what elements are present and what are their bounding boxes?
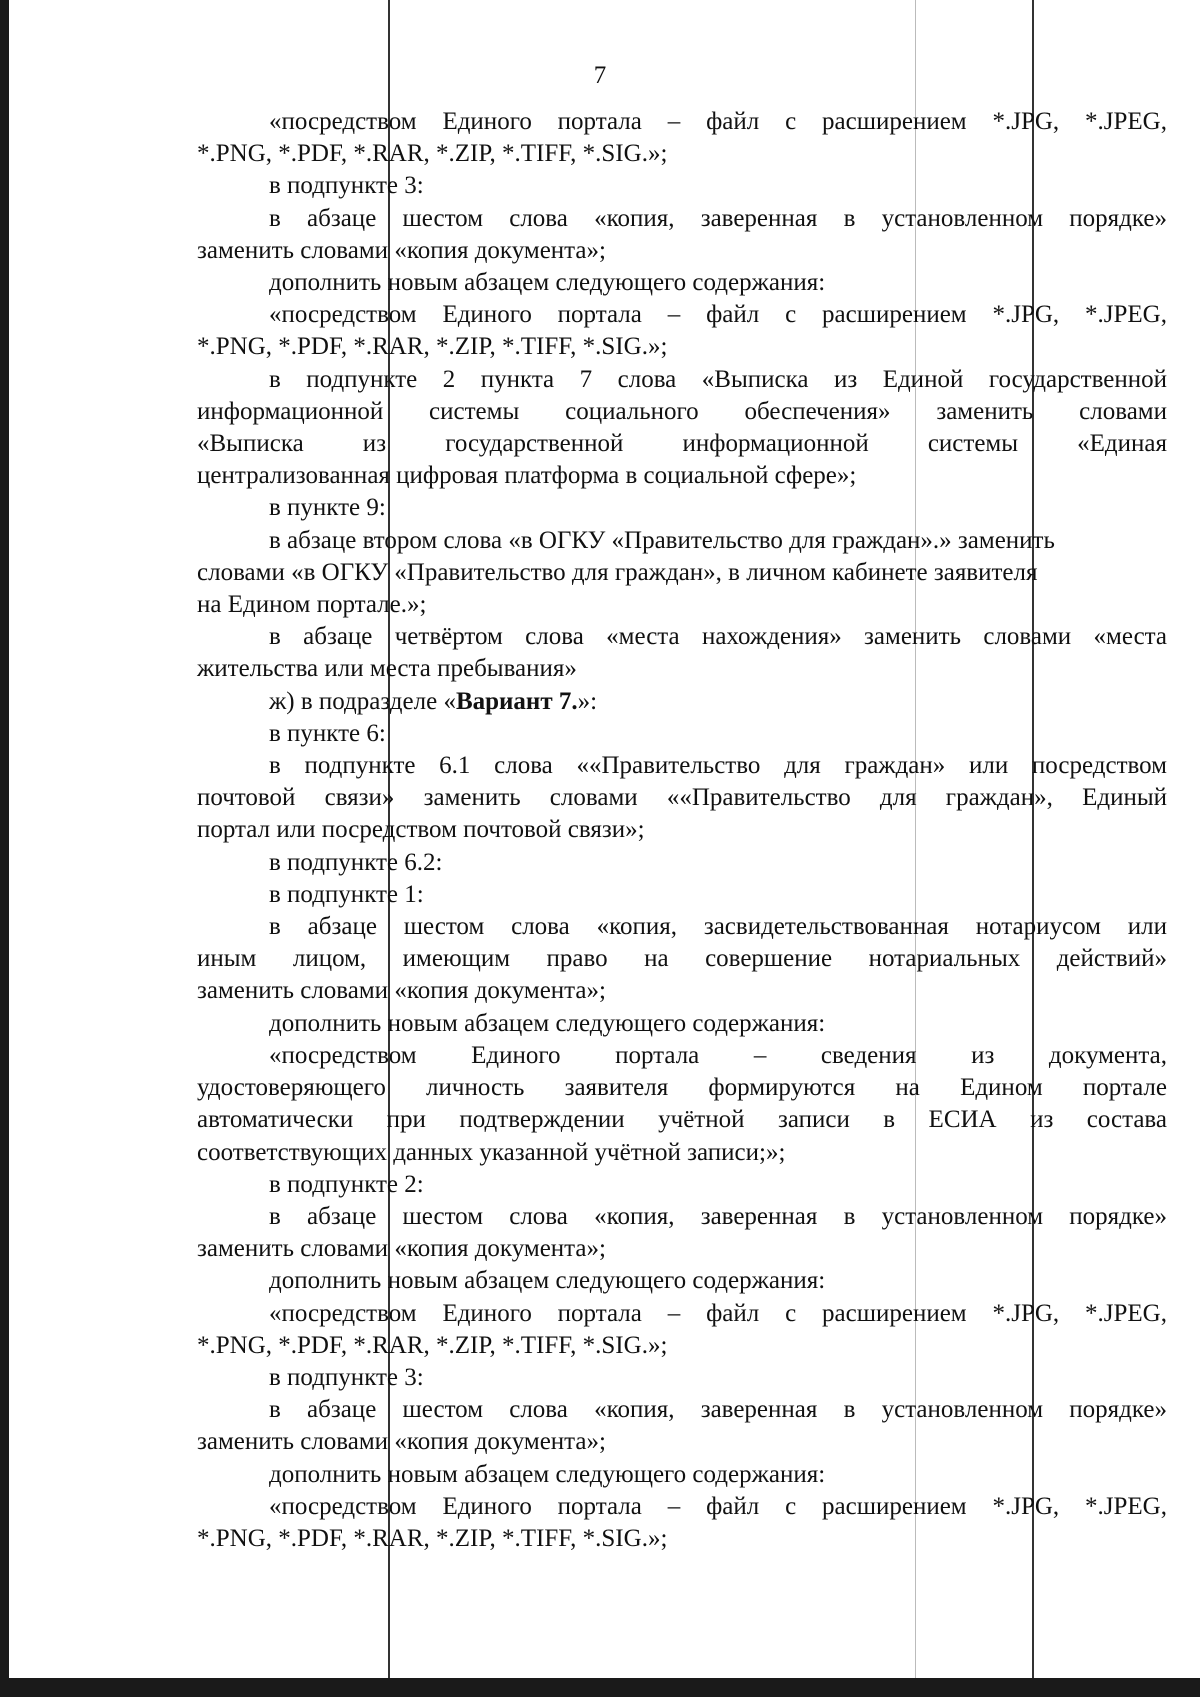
text-line: *.PNG, *.PDF, *.RAR, *.ZIP, *.TIFF, *.SIG.»; [197, 1524, 668, 1552]
text-line: «посредством Единого портала – файл с расширением *.JPG, *.JPEG, [269, 108, 1167, 135]
text-line: соответствующих данных указанной учётной записи;»; [197, 1138, 786, 1166]
text-line: заменить словами «копия документа»; [197, 1428, 606, 1456]
text-line: в подпункте 2 пункта 7 слова «Выписка из Единой государственной [269, 365, 1167, 393]
text-line: заменить словами «копия документа»; [197, 1235, 606, 1263]
text-line [197, 686, 1167, 718]
text-line: в абзаце шестом слова «копия, заверенная в установленном порядке» [269, 1202, 1167, 1230]
text-line: дополнить новым абзацем следующего содержания: [269, 1460, 826, 1488]
document-body [197, 106, 1167, 1555]
text-line: заменить словами «копия документа»; [197, 236, 606, 264]
text-line: словами «в ОГКУ «Правительство для граждан», в личном кабинете заявителя [197, 558, 1038, 586]
scan-border-bottom [0, 1678, 1200, 1697]
text-line: в абзаце четвёртом слова «места нахождения» заменить словами «места [269, 623, 1167, 651]
text-line: на Едином портале.»; [197, 591, 427, 619]
text-line: в подпункте 2: [269, 1170, 424, 1198]
text-line: в абзаце шестом слова «копия, заверенная в установленном порядке» [269, 204, 1167, 232]
text-line: в пункте 9: [269, 494, 386, 522]
text-line: жительства или места пребывания» [197, 655, 577, 683]
text-line: «посредством Единого портала – сведения из документа, [269, 1041, 1167, 1069]
scan-border-left [0, 0, 9, 1697]
text-line: заменить словами «копия документа»; [197, 977, 606, 1005]
text-line: в абзаце шестом слова «копия, заверенная в установленном порядке» [269, 1396, 1167, 1424]
text-line: иным лицом, имеющим право на совершение нотариальных действий» [197, 945, 1167, 973]
text-line: автоматически при подтверждении учётной записи в ЕСИА из состава [197, 1106, 1167, 1134]
text-line: в подпункте 6.1 слова ««Правительство для граждан» или посредством [269, 752, 1167, 780]
text-line: в подпункте 3: [269, 1363, 424, 1391]
text-line: «посредством Единого портала – файл с расширением *.JPG, *.JPEG, [269, 301, 1167, 329]
text-line: в абзаце втором слова «в ОГКУ «Правительство для граждан».» заменить [269, 526, 1055, 554]
text-line: портал или посредством почтовой связи»; [197, 816, 645, 844]
text-run: »: [577, 687, 598, 715]
text-line: «посредством Единого портала – файл с расширением *.JPG, *.JPEG, [269, 1299, 1167, 1327]
text-line: централизованная цифровая платформа в социальной сфере»; [197, 462, 857, 490]
text-line: почтовой связи» заменить словами ««Правительство для граждан», Единый [197, 784, 1167, 812]
text-line: «посредством Единого портала – файл с расширением *.JPG, *.JPEG, [269, 1492, 1167, 1520]
text-line: дополнить новым абзацем следующего содержания: [269, 1009, 826, 1037]
text-line: в подпункте 1: [269, 880, 424, 908]
text-line: *.PNG, *.PDF, *.RAR, *.ZIP, *.TIFF, *.SIG.»; [197, 333, 668, 361]
subsection-title: Вариант 7. [455, 687, 578, 715]
text-line: *.PNG, *.PDF, *.RAR, *.ZIP, *.TIFF, *.SIG.»; [197, 140, 668, 168]
text-run: ж) в подразделе « [269, 687, 456, 715]
page-number: 7 [593, 62, 607, 89]
text-line: информационной системы социального обеспечения» заменить словами [197, 397, 1167, 425]
text-line: удостоверяющего личность заявителя формируются на Едином портале [197, 1074, 1167, 1102]
text-line: дополнить новым абзацем следующего содержания: [269, 1267, 826, 1295]
text-line: дополнить новым абзацем следующего содержания: [269, 269, 826, 297]
text-line: в пункте 6: [269, 719, 386, 747]
text-line: *.PNG, *.PDF, *.RAR, *.ZIP, *.TIFF, *.SIG.»; [197, 1331, 668, 1359]
text-line: в абзаце шестом слова «копия, засвидетельствованная нотариусом или [269, 913, 1167, 941]
text-line: в подпункте 6.2: [269, 848, 443, 876]
text-line: в подпункте 3: [269, 172, 424, 200]
text-line: «Выписка из государственной информационной системы «Единая [197, 430, 1167, 458]
